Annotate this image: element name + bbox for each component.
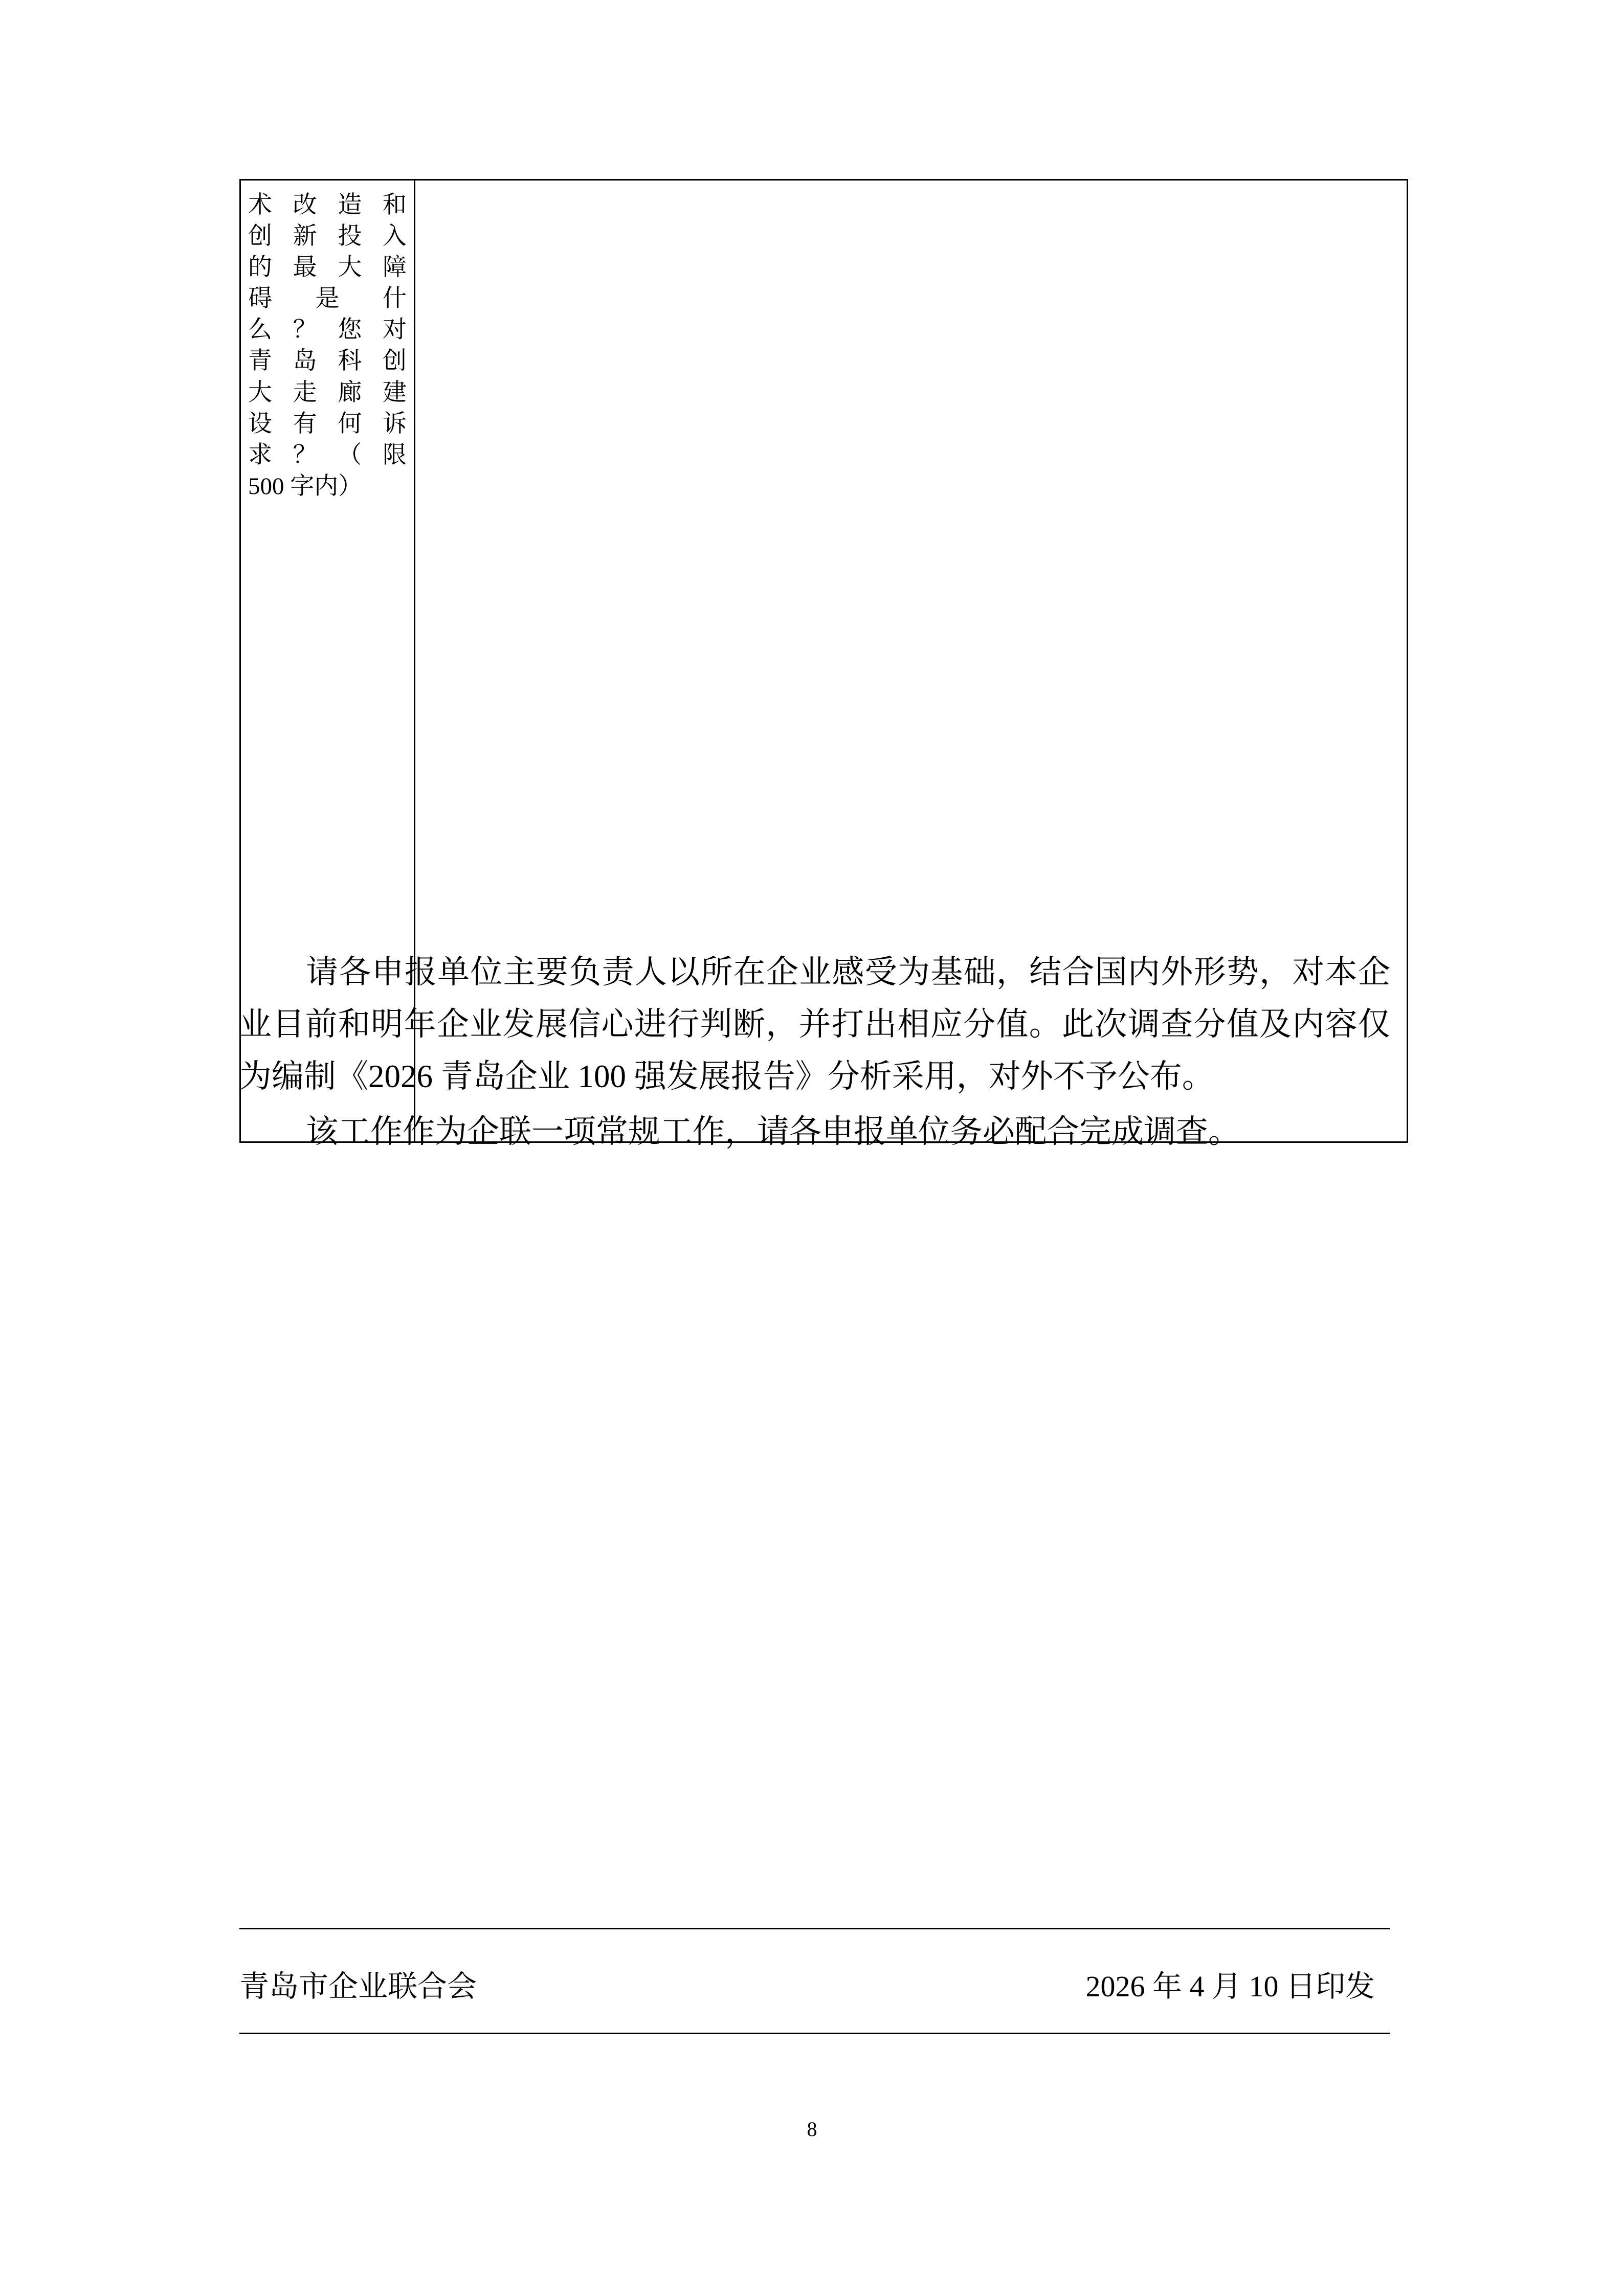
question-line: 设有何诉 [248,410,407,437]
question-line: 碍是什 [248,285,407,312]
question-line: 么？您对 [248,317,407,344]
question-line: 大走廊建 [248,379,407,406]
footer-divider-bottom [239,2033,1390,2034]
body-text [239,946,1390,1158]
paragraph-2: 该工作作为企联一项常规工作，请各申报单位务必配合完成调查。 [306,1114,1240,1150]
paragraph-1: 请各申报单位主要负责人以所在企业感受为基础，结合国内外形势，对本企业目前和明年企业发展信心进行判断，并打出相应分值。此次调查分值及内容仅为编制《2026 青岛企业 100 强发展报告》分析采用，对外不予公布。 [239,954,1390,1095]
question-line: 求？（限 [248,441,407,468]
question-line: 500 字内） [248,472,363,500]
footer-organization: 青岛市企业联合会 [239,1970,477,2004]
question-line: 青岛科创 [248,348,407,375]
question-text [248,190,407,502]
question-line: 的最大障 [248,254,407,281]
question-line: 术改造和 [248,192,407,218]
footer [239,1953,1390,2020]
page-number: 8 [807,2118,817,2141]
footer-issue-date: 2026 年 4 月 10 日印发 [1085,1970,1375,2004]
footer-divider-top [239,1928,1390,1929]
question-line: 创新投入 [248,223,407,250]
